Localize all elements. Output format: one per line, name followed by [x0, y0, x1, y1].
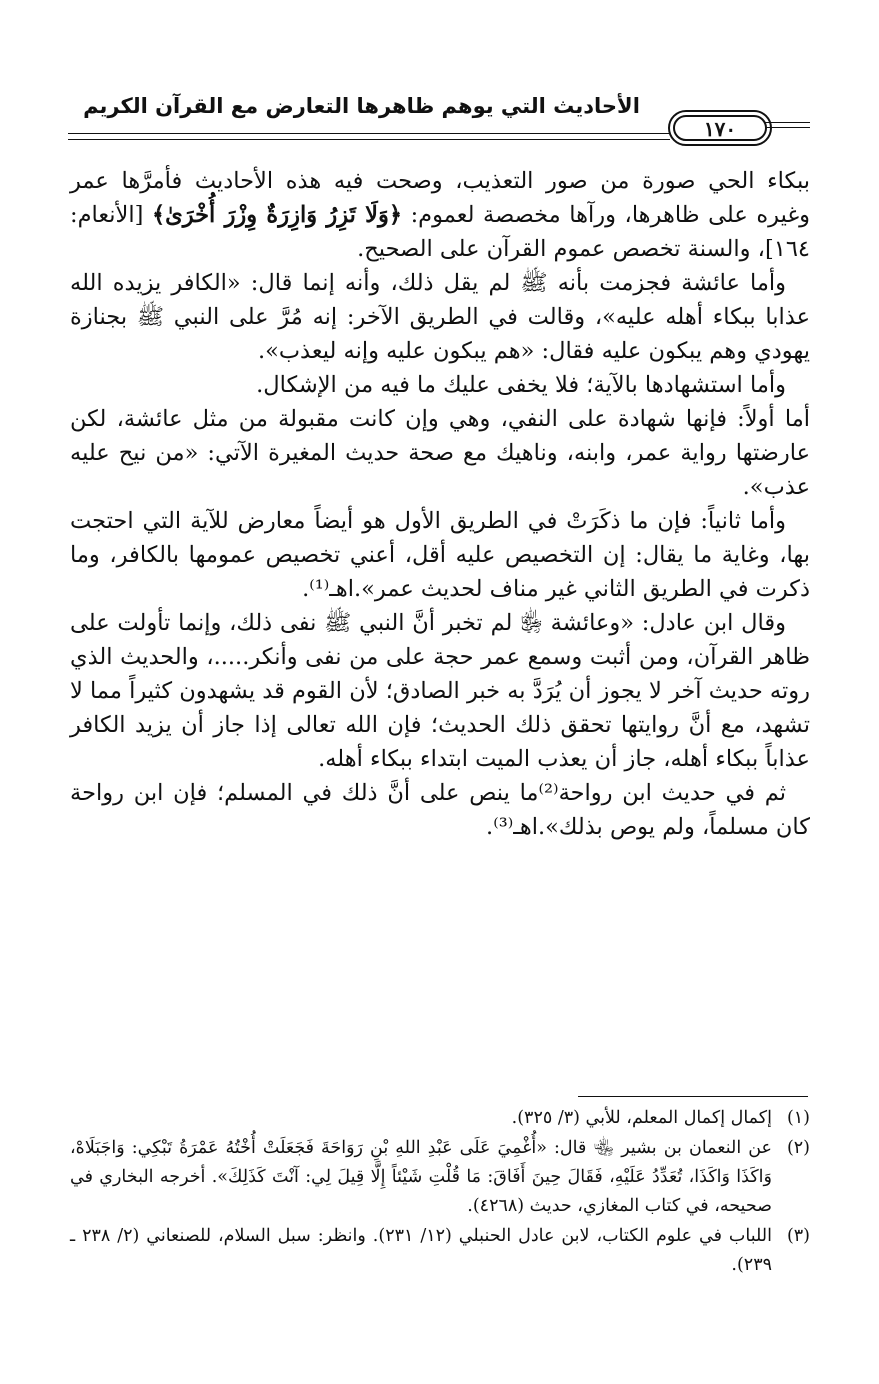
paragraph: وأما استشهادها بالآية؛ فلا يخفى عليك ما فيه من الإشكال. — [256, 372, 786, 398]
paragraph: وأما ثانياً: فإن ما ذكَرَتْ في الطريق الأول هو أيضاً معارض للآية التي احتجت بها، وغاية ما يقال: إن التخصيص عليه أقل، أعني تخصيص عمومها بالكافر، وما ذكرت في الطريق الثاني غير مناف لحديث عمر».اهـ⁽¹⁾. — [70, 508, 810, 602]
main-text — [70, 164, 810, 844]
header-rule — [68, 133, 670, 134]
footnote-separator — [578, 1096, 808, 1097]
footnote-text: عن النعمان بن بشير ﵄ قال: «أُغْمِيَ عَلَى عَبْدِ اللهِ بْنِ رَوَاحَةَ فَجَعَلَتْ أُخْتُهُ عَمْرَةُ تَبْكِي: وَاجَبَلَاهْ، وَاكَذَا وَاكَذَا، تُعَدِّدُ عَلَيْهِ، فَقَالَ حِينَ أَفَاقَ: مَا قُلْتِ شَيْئاً إِلَّا قِيلَ لِي: آنْتَ كَذَلِكَ». أخرجه البخاري في صحيحه، في كتاب المغازي، حديث (٤٢٦٨). — [70, 1138, 772, 1216]
paragraph: أما أولاً: فإنها شهادة على النفي، وهي وإن كانت مقبولة من مثل عائشة، لكن عارضتها رواية عمر، وابنه، وناهيك مع صحة حديث المغيرة الآتي: «من نيح عليه عذب». — [70, 406, 810, 500]
running-title: الأحاديث التي يوهم ظاهرها التعارض مع القرآن الكريم — [83, 94, 640, 118]
footnote — [70, 1104, 810, 1133]
paragraph-text: [الأنعام: ١٦٤]، والسنة تخصص عموم القرآن على الصحيح. — [70, 202, 810, 262]
footnote-number: (١) — [786, 1108, 810, 1128]
footnotes — [70, 1104, 810, 1281]
paragraph — [70, 164, 810, 266]
page-number: ١٧٠ — [673, 115, 767, 141]
footnote-number: (٢) — [786, 1138, 810, 1158]
paragraph-text: ببكاء الحي صورة من صور التعذيب، وصحت فيه هذه الأحاديث فأمرَّها عمر وغيره على ظاهرها، ورآها مخصصة لعموم: — [70, 168, 810, 228]
paragraph: وقال ابن عادل: «وعائشة ﵂ لم تخبر أنَّ النبي ﷺ نفى ذلك، وإنما تأولت على ظاهر القرآن، ومن أثبت وسمع عمر حجة على من نفى وأنكر.....، والحديث الذي روته حديث آخر لا يجوز أن يُرَدَّ به خبر الصادق؛ لأن القوم قد يشهدون كثيراً مما لا تشهد، مع أنَّ روايتها تحقق ذلك الحديث؛ فإن الله تعالى إذا جاز أن يزيد الكافر عذاباً ببكاء أهله، جاز أن يعذب الميت ابتداء ببكاء أهله. — [70, 610, 810, 772]
paragraph: وأما عائشة فجزمت بأنه ﷺ لم يقل ذلك، وأنه إنما قال: «الكافر يزيده الله عذابا ببكاء أهله عليه»، وقالت في الطريق الآخر: إنه مُرَّ على النبي ﷺ بجنازة يهودي وهم يبكون عليه فقال: «هم يبكون عليه وإنه ليعذب». — [70, 270, 810, 364]
footnote — [70, 1134, 810, 1221]
footnote-text: إكمال إكمال المعلم، للأبي (٣/ ٣٢٥). — [511, 1108, 772, 1128]
header-rule — [68, 139, 670, 140]
page-number-frame — [668, 110, 772, 146]
footnote — [70, 1222, 810, 1280]
footnote-number: (٣) — [786, 1226, 810, 1246]
quran-verse: ﴿وَلَا تَزِرُ وَازِرَةٌ وِزْرَ أُخْرَىٰ﴾ — [151, 202, 403, 228]
page-header — [68, 92, 810, 146]
footnote-text: اللباب في علوم الكتاب، لابن عادل الحنبلي (١٢/ ٢٣١). وانظر: سبل السلام، للصنعاني (٢/ ٢٣٨ ـ ٢٣٩). — [70, 1226, 772, 1275]
paragraph: ثم في حديث ابن رواحة⁽²⁾ما ينص على أنَّ ذلك في المسلم؛ فإن ابن رواحة كان مسلماً، ولم يوص بذلك».اهـ⁽³⁾. — [70, 780, 810, 840]
